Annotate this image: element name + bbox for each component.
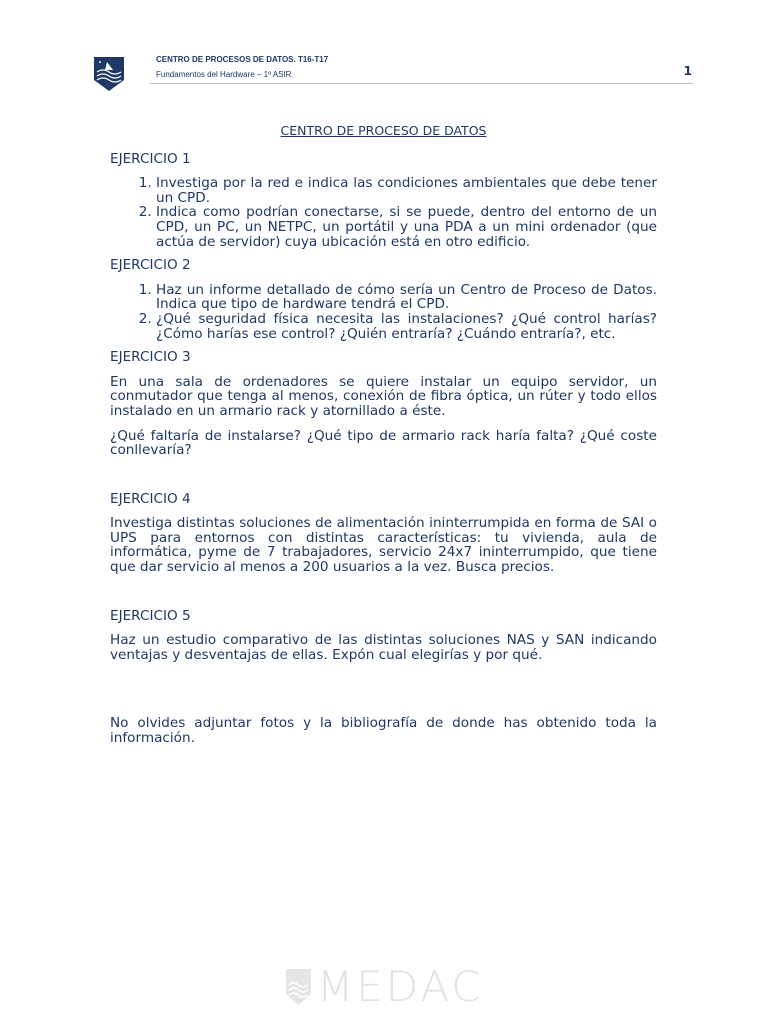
- exercise-1-item-1: 1. Investiga por la red e indica las condiciones ambientales que debe tener un CPD.: [156, 176, 657, 205]
- medac-shield-logo: [93, 56, 125, 92]
- header-divider: [150, 83, 693, 84]
- closing-note: No olvides adjuntar fotos y la bibliografía de donde has obtenido toda la información.: [110, 715, 657, 747]
- header-title: CENTRO DE PROCESOS DE DATOS. T16-T17: [156, 55, 329, 64]
- medac-watermark-text: MEDAC: [317, 962, 484, 1011]
- exercise-5-heading: EJERCICIO 5: [110, 607, 191, 624]
- medac-watermark: [285, 962, 484, 1011]
- exercise-2-item-2: 2. ¿Qué seguridad física necesita las instalaciones? ¿Qué control harías? ¿Cómo harías ese control? ¿Quién entraría? ¿Cuándo entraría?, etc.: [156, 312, 657, 341]
- exercise-5-paragraph: Haz un estudio comparativo de las distintas soluciones NAS y SAN indicando ventajas y desventajas de ellas. Expón cual elegirías y por qué.: [110, 632, 657, 663]
- exercise-3-heading: EJERCICIO 3: [110, 349, 191, 366]
- exercise-2-item-1: 1. Haz un informe detallado de cómo sería un Centro de Proceso de Datos. Indica que tipo de hardware tendrá el CPD.: [156, 283, 657, 312]
- exercise-2-heading: EJERCICIO 2: [110, 257, 191, 274]
- exercise-3-paragraph-1: En una sala de ordenadores se quiere instalar un equipo servidor, un conmutador que tenga al menos, conexión de fibra óptica, un rúter y todo ellos instalado en un armario rack y atornillado a éste.: [110, 373, 657, 419]
- exercise-1-list: [110, 176, 657, 249]
- medac-watermark-shield-icon: [285, 968, 312, 1006]
- document-body: [110, 124, 657, 756]
- document-title: CENTRO DE PROCESO DE DATOS: [280, 123, 487, 138]
- exercise-1-item-2: 2. Indica como podrían conectarse, si se puede, dentro del entorno de un CPD, un PC, un NETPC, un portátil y una PDA a un mini ordenador (que actúa de servidor) cuya ubicación está en otro edificio.: [156, 205, 657, 249]
- exercise-1-heading: EJERCICIO 1: [110, 150, 191, 167]
- header-subtitle: Fundamentos del Hardware – 1º ASIR: [156, 70, 292, 79]
- page-number: 1: [683, 64, 692, 78]
- exercise-3-paragraph-2: ¿Qué faltaría de instalarse? ¿Qué tipo de armario rack haría falta? ¿Qué coste conllevaría?: [110, 427, 657, 459]
- exercise-2-list: [110, 283, 657, 341]
- exercise-4-paragraph: Investiga distintas soluciones de alimentación ininterrumpida en forma de SAI o UPS para entornos con distintas características: tu vivienda, aula de informática, pyme de 7 trabajadores, servicio 24x7 ininterrumpido, que tiene que dar servicio al menos a 200 usuarios a la vez. Busca precios.: [110, 515, 657, 576]
- exercise-4-heading: EJERCICIO 4: [110, 490, 191, 507]
